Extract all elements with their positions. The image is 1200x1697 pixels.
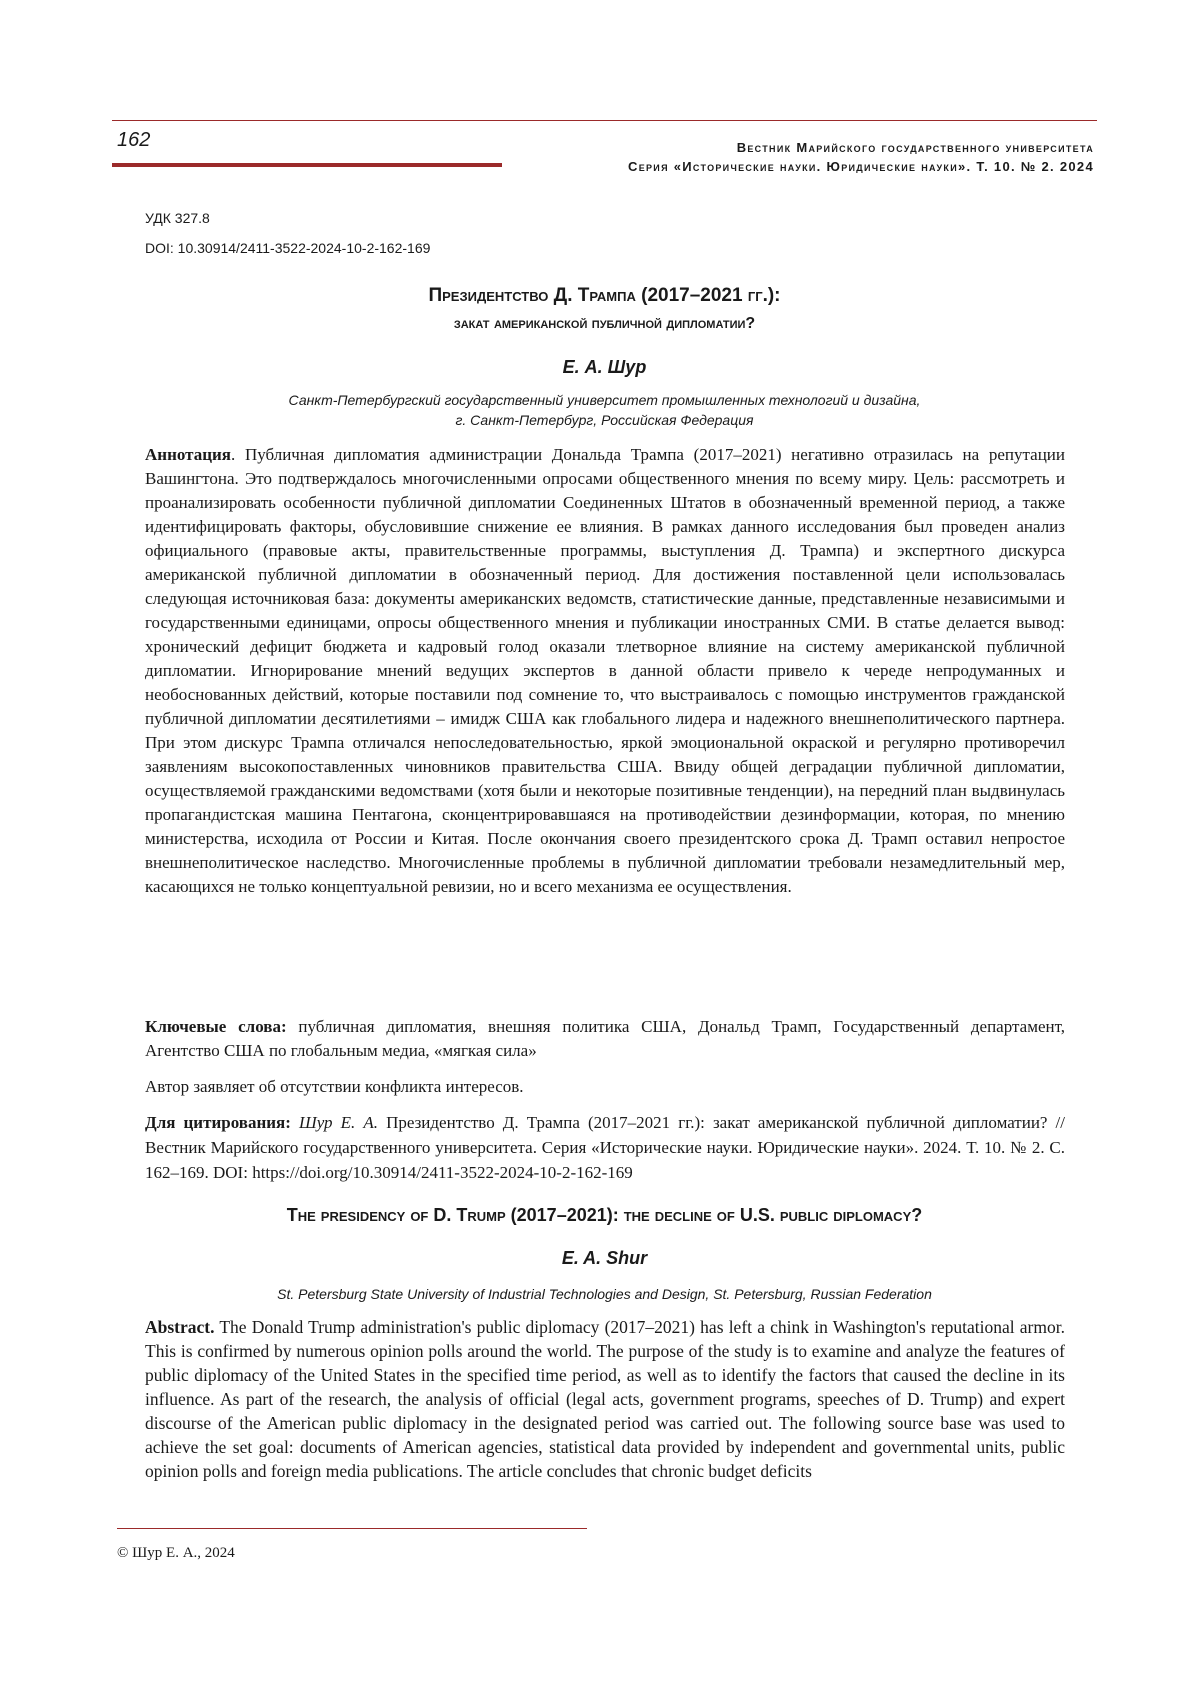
affiliation-ru-line1: Санкт-Петербургский государственный университет промышленных технологий и дизайна, bbox=[288, 392, 921, 408]
author-en: E. A. Shur bbox=[561, 1248, 648, 1268]
footnote-rule bbox=[117, 1528, 587, 1529]
header-rule-top bbox=[112, 120, 1097, 121]
keywords-ru-label: Ключевые слова: bbox=[145, 1017, 287, 1036]
abstract-ru-label: Аннотация bbox=[145, 445, 231, 464]
abstract-ru bbox=[145, 443, 1065, 899]
author-ru: Е. А. Шур bbox=[562, 357, 647, 377]
journal-header bbox=[628, 138, 1094, 176]
citation-text: Президентство Д. Трампа (2017–2021 гг.): закат американской публичной дипломатии? // Вестник Марийского государственного университета. Серия «Исторические науки. Юридические науки». 2024. Т. 10. № 2. С. 162–169. DOI: https://doi.org/10.30914/2411-3522-2024-10-2-162-169 bbox=[145, 1113, 1066, 1182]
citation-author: Шур Е. А. bbox=[299, 1113, 378, 1132]
keywords-ru-text: публичная дипломатия, внешняя политика США, Дональд Трамп, Государственный департамент, Агентство США по глобальным медиа, «мягкая сила» bbox=[145, 1017, 1065, 1060]
conflict-statement: Автор заявляет об отсутствии конфликта интересов. bbox=[145, 1077, 524, 1096]
citation bbox=[145, 1110, 1065, 1185]
page-number: 162 bbox=[117, 129, 151, 151]
journal-series: Серия «Исторические науки. Юридические науки». Т. 10. № 2. 2024 bbox=[628, 159, 1094, 174]
affiliation-ru bbox=[112, 390, 1097, 430]
title-ru-line1: Президентство Д. Трампа (2017–2021 гг.): bbox=[428, 285, 781, 306]
copyright: © Шур Е. А., 2024 bbox=[117, 1545, 235, 1561]
keywords-ru bbox=[145, 1015, 1065, 1063]
affiliation-en: St. Petersburg State University of Industrial Technologies and Design, St. Petersburg, Russian Federation bbox=[277, 1286, 932, 1302]
abstract-en-text: The Donald Trump administration's public diplomacy (2017–2021) has left a chink in Washington's reputational armor. This is confirmed by numerous opinion polls around the world. The purpose of the study is to examine and analyze the features of public diplomacy of the United States in the specified time period, as well as to identify the factors that caused the decline in its influence. As part of the research, the analysis of official (legal acts, government programs, speeches of D. Trump) and expert discourse of the American public diplomacy in the designated period was carried out. The following source base was used to achieve the set goal: documents of American agencies, statistical data provided by independent and governmental units, public opinion polls and foreign media publications. The article concludes that chronic budget deficits bbox=[145, 1317, 1065, 1481]
citation-label: Для цитирования: bbox=[145, 1113, 291, 1132]
affiliation-ru-line2: г. Санкт-Петербург, Российская Федерация bbox=[455, 412, 754, 428]
doi: DOI: 10.30914/2411-3522-2024-10-2-162-169 bbox=[145, 240, 431, 256]
abstract-en-label: Abstract. bbox=[145, 1317, 215, 1337]
title-en: The presidency of D. Trump (2017–2021): the decline of U.S. public diplomacy? bbox=[286, 1205, 923, 1225]
journal-title: Вестник Марийского государственного университета bbox=[736, 140, 1094, 155]
header-rule-bottom bbox=[112, 163, 502, 167]
udk-code: УДК 327.8 bbox=[145, 210, 210, 226]
title-ru-line2: закат американской публичной дипломатии? bbox=[453, 315, 756, 332]
abstract-en bbox=[145, 1315, 1065, 1483]
abstract-ru-text: . Публичная дипломатия администрации Дональда Трампа (2017–2021) негативно отразилась на репутации Вашингтона. Это подтверждалось многочисленными опросами общественного мнения по всему миру. Цель: рассмотреть и проанализировать особенности публичной дипломатии Соединенных Штатов в обозначенный временной период, а также идентифицировать факторы, обусловившие снижение ее влияния. В рамках данного исследования был проведен анализ официального (правовые акты, правительственные программы, выступления Д. Трампа) и экспертного дискурса американской публичной дипломатии в обозначенный период. Для достижения поставленной цели использовалась следующая источниковая база: документы американских ведомств, статистические данные, представленные независимыми и государственными единицами, опросы общественного мнения и публикации иностранных СМИ. В статье делается вывод: хронический дефицит бюджета и кадровый голод оказали тлетворное влияние на систему американской публичной дипломатии. Игнорирование мнений ведущих экспертов в данной области привело к череде непродуманных и необоснованных действий, которые поставили под сомнение то, что выстраивалось с помощью инструментов гражданской публичной дипломатии десятилетиями – имидж США как глобального лидера и надежного внешнеполитического партнера. При этом дискурс Трампа отличался непоследовательностью, яркой эмоциональной окраской и регулярно противоречил заявлениям высокопоставленных чиновников правительства США. Ввиду общей деградации публичной дипломатии, осуществляемой гражданскими ведомствами (хотя были и некоторые позитивные тенденции), на передний план выдвинулась пропагандистская машина Пентагона, сконцентрировавшаяся на противодействии дезинформации, которая, по мнению министерства, исходила от России и Китая. После окончания своего президентского срока Д. Трамп оставил непростое внешнеполитическое наследство. Многочисленные проблемы в публичной дипломатии требовали незамедлительный мер, касающихся не только концептуальной ревизии, но и всего механизма ее осуществления. bbox=[145, 445, 1065, 896]
